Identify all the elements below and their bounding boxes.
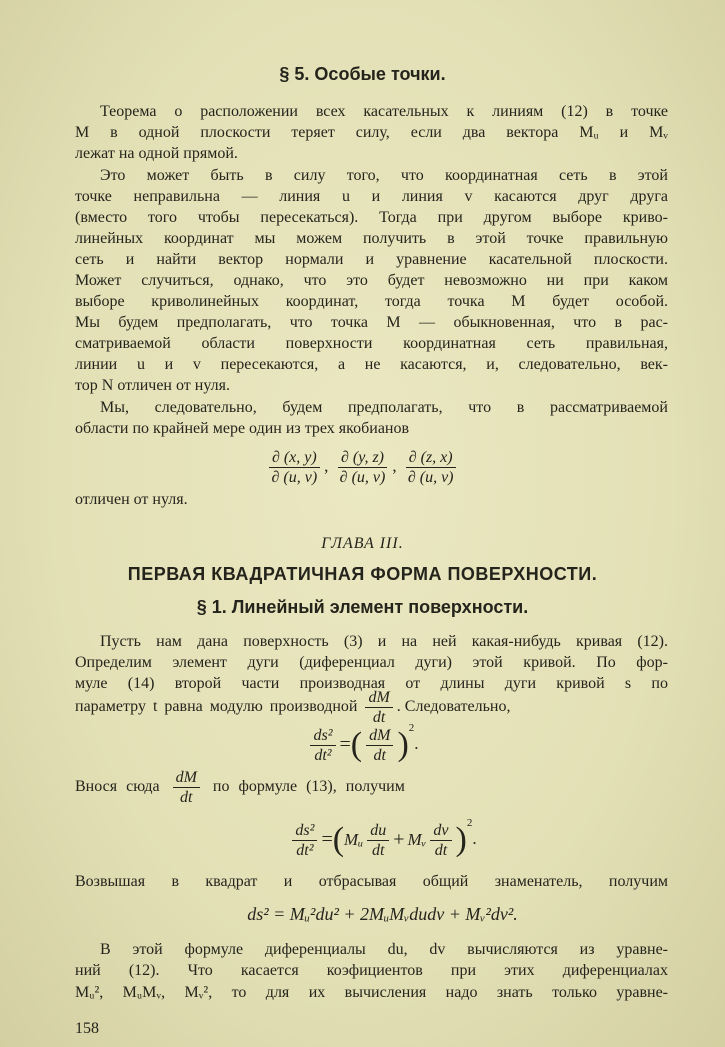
denominator: dt² — [296, 841, 314, 859]
denominator: dt — [372, 709, 386, 726]
lhs-fraction — [292, 821, 317, 860]
vector: Mᵥ — [407, 830, 427, 850]
period: . — [414, 734, 419, 753]
text-line: точке неправильна — линия u и линия v касаются друг друга — [75, 188, 668, 205]
text-line: Возвышая в квадрат и отбрасывая общий знаменатель, получим — [75, 873, 668, 890]
fraction-du-dt — [367, 821, 389, 860]
denominator: dt — [371, 841, 385, 859]
numerator: dM — [366, 726, 393, 746]
formula-ds-dt-expanded — [0, 817, 725, 860]
numerator: ∂ (z, x) — [406, 448, 456, 468]
text-line: тор N отличен от нуля. — [75, 377, 230, 394]
text-line: сеть и найти вектор нормали и уравнение касательной плоскости. — [75, 251, 668, 268]
text: по формуле (13), получим — [212, 778, 405, 796]
section-1-heading: § 1. Линейный элемент поверхности. — [196, 597, 529, 617]
denominator: ∂ (u, v) — [271, 469, 318, 486]
text-line: Мы, следовательно, будем предполагать, что в рассматриваемой — [100, 399, 668, 416]
denominator: ∂ (u, v) — [339, 469, 386, 486]
jacobian-zx — [405, 448, 457, 487]
text-line: муле (14) второй части производная от длины дуги кривой s по — [75, 675, 668, 692]
period: . — [472, 829, 477, 848]
fraction-dM-dt — [173, 768, 200, 807]
fraction-dv-dt — [430, 821, 451, 860]
lhs-fraction — [310, 726, 335, 765]
paren: ( — [332, 821, 345, 859]
denominator: dt — [180, 789, 193, 806]
numerator: du — [367, 821, 389, 841]
text: параметру t равна модулю производной — [75, 698, 358, 716]
jacobian-yz — [337, 448, 389, 487]
section-5-heading: § 5. Особые точки. — [279, 64, 446, 84]
formula-ds-squared: ds² = Mᵤ²du² + 2MᵤMᵥdudv + Mᵥ²dv². — [247, 904, 518, 924]
numerator: dM — [173, 768, 200, 788]
denominator: dt — [373, 746, 386, 764]
plus: + — [393, 828, 405, 851]
power: 2 — [408, 722, 415, 734]
text-line: линейных координат мы можем получить в этой точке правильную — [75, 230, 668, 247]
numerator: dv — [430, 821, 451, 841]
numerator: ds² — [310, 726, 335, 746]
text-line: линии u и v пересекаются, а не касаются, и, следовательно, век- — [75, 356, 668, 373]
text: Внося сюда — [75, 778, 160, 796]
text-line: Mᵤ², MᵤMᵥ, Mᵥ², то для их вычисления надо знать только уравне- — [75, 984, 668, 1001]
equals: = — [321, 828, 333, 851]
rhs-fraction — [366, 726, 393, 765]
text-line: сматриваемой области поверхности координатная сеть правильная, — [75, 335, 668, 352]
equals: = — [339, 733, 351, 756]
text-line-with-fraction — [75, 768, 405, 807]
text-line: области по крайней мере один из трех якобианов — [75, 420, 410, 437]
numerator: ∂ (x, y) — [269, 448, 320, 468]
text-line: Теорема о расположении всех касательных к линиям (12) в точке — [100, 103, 668, 120]
power: 2 — [466, 817, 473, 829]
text-line: Пусть нам дана поверхность (3) и на ней какая-нибудь кривая (12). — [100, 633, 668, 650]
text-line: Мы будем предполагать, что точка M — обыкновенная, что в рас- — [75, 314, 668, 331]
text-line: выборе криволинейных координат, тогда точка M будет особой. — [75, 293, 668, 310]
text-line: (вместо того чтобы пересекаться). Тогда при другом выборе криво- — [75, 209, 668, 226]
numerator: ∂ (y, z) — [338, 448, 387, 468]
denominator: ∂ (u, v) — [407, 469, 454, 486]
chapter-label: ГЛАВА III. — [321, 535, 404, 552]
jacobians-formula: $\frac{\partial (x, y)}{\partial (u, v)}$ , $\frac{\partial (y, z)}{\partial (u, v)}$ , $\frac{\partial (z, x)}{\partial (u, v)}$ — [0, 448, 725, 487]
denominator: dt² — [314, 746, 332, 764]
text: . Следовательно, — [396, 698, 511, 716]
page-number: 158 — [75, 1020, 99, 1037]
chapter-title: ПЕРВАЯ КВАДРАТИЧНАЯ ФОРМА ПОВЕРХНОСТИ. — [127, 564, 598, 584]
text-line: Может случиться, однако, что это будет невозможно ни при каком — [75, 272, 668, 289]
denominator: dt — [434, 841, 448, 859]
numerator: dM — [365, 688, 392, 708]
text-line: Это может быть в силу того, что координатная сеть в этой — [100, 167, 668, 184]
formula-ds-dt — [0, 722, 725, 765]
paren: ) — [455, 821, 467, 859]
text-line: В этой формуле диференциалы du, dv вычисляются из уравне- — [100, 941, 668, 958]
paren: ) — [397, 726, 409, 764]
text-line: лежат на одной прямой. — [75, 145, 238, 162]
paren: ( — [350, 726, 363, 764]
text-line: отличен от нуля. — [75, 491, 188, 508]
jacobian-xy — [268, 448, 320, 487]
text-line: M в одной плоскости теряет силу, если два вектора Mᵤ и Mᵥ — [75, 124, 668, 141]
vector: Mᵤ — [344, 830, 364, 850]
text-line: Определим элемент дуги (диференциал дуги) этой кривой. По фор- — [75, 654, 668, 671]
text-line: ний (12). Что касается коэфициентов при этих диференциалах — [75, 962, 668, 979]
numerator: ds² — [292, 821, 317, 841]
